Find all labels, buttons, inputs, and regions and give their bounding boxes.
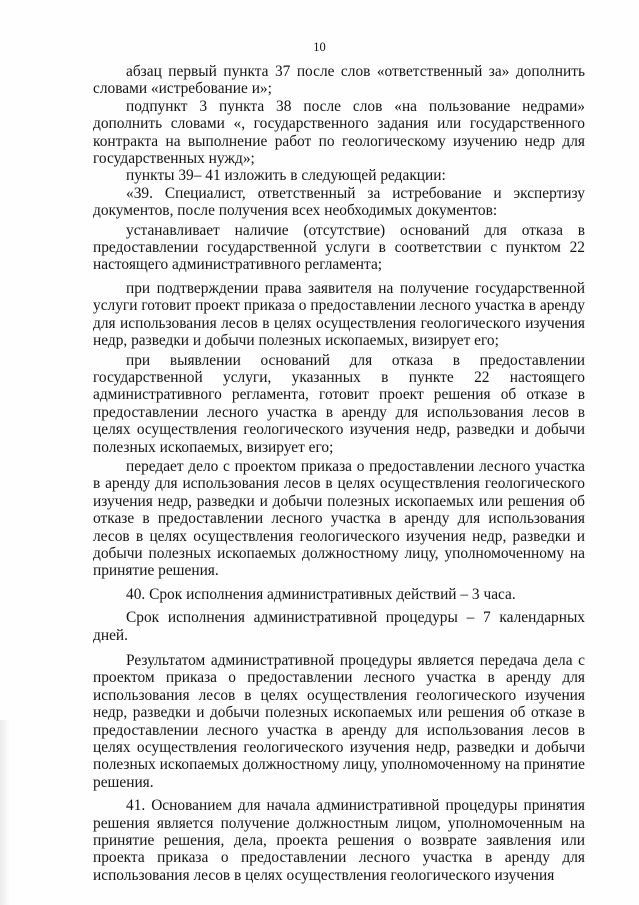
paragraph-3: пункты 39– 41 изложить в следующей редакции: bbox=[126, 167, 446, 185]
paragraph-10: Срок исполнения административной процедуры – 7 календарных дней. bbox=[93, 609, 585, 644]
document-body bbox=[93, 63, 585, 884]
paragraph-9: 40. Срок исполнения административных действий – 3 часа. bbox=[126, 585, 516, 603]
paragraph-6: при подтверждении права заявителя на получение государственной услуги готовит проект приказа о предоставлении лесного участка в аренду для использования лесов в целях осуществления геологического изучения недр, разведки и добычи полезных ископаемых, визирует его; bbox=[93, 279, 585, 350]
paragraph-4: «39. Специалист, ответственный за истребование и экспертизу документов, после получения всех необходимых документов: bbox=[93, 184, 585, 220]
paragraph-8: передает дело с проектом приказа о предоставлении лесного участка в аренду для использования лесов в целях осуществления геологического изучения недр, разведки и добычи полезных ископаемых или решения об отказе в предоставлении лесного участка в аренду для использования лесов в целях осуществления геологического изучения недр, разведки и добычи полезных ископаемых должностному лицу, уполномоченному на принятие решения. bbox=[93, 457, 585, 580]
page-number: 10 bbox=[313, 40, 326, 54]
paragraph-1: абзац первый пункта 37 после слов «ответственный за» дополнить словами «истребование и»; bbox=[93, 63, 585, 98]
paragraph-7: при выявлении оснований для отказа в предоставлении государственной услуги, указанных в пункте 22 настоящего административного регламента, готовит проект решения об отказе в предоставлении лесного участка в аренду для использования лесов в целях осуществления геологического изучения недр, разведки и добычи полезных ископаемых, визирует его; bbox=[93, 351, 585, 456]
scan-edge-shadow bbox=[0, 720, 10, 905]
paragraph-2: подпункт 3 пункта 38 после слов «на пользование недрами» дополнить словами «, государственного задания или государственного контракта на выполнение работ по геологическому изучению недр для государственных нужд»; bbox=[93, 97, 585, 168]
paragraph-12: 41. Основанием для начала административной процедуры принятия решения является получение должностным лицом, уполномоченным на принятие решения, дела, проекта решения о возврате заявления или проекта приказа о предоставлении лесного участка в аренду для использования лесов в целях осуществления геологического изучения bbox=[93, 797, 585, 884]
paragraph-5: устанавливает наличие (отсутствие) оснований для отказа в предоставлении государственной услуги в соответствии с пунктом 22 настоящего административного регламента; bbox=[93, 221, 585, 274]
paragraph-11: Результатом административной процедуры является передача дела с проектом приказа о предоставлении лесного участка в аренду для использования лесов в целях осуществления геологического изучения недр, разведки и добычи полезных ископаемых или решения об отказе в предоставлении лесного участка в аренду для использования лесов в целях осуществления геологического изучения недр, разведки и добычи полезных ископаемых должностному лицу, уполномоченному на принятие решения. bbox=[93, 652, 585, 791]
